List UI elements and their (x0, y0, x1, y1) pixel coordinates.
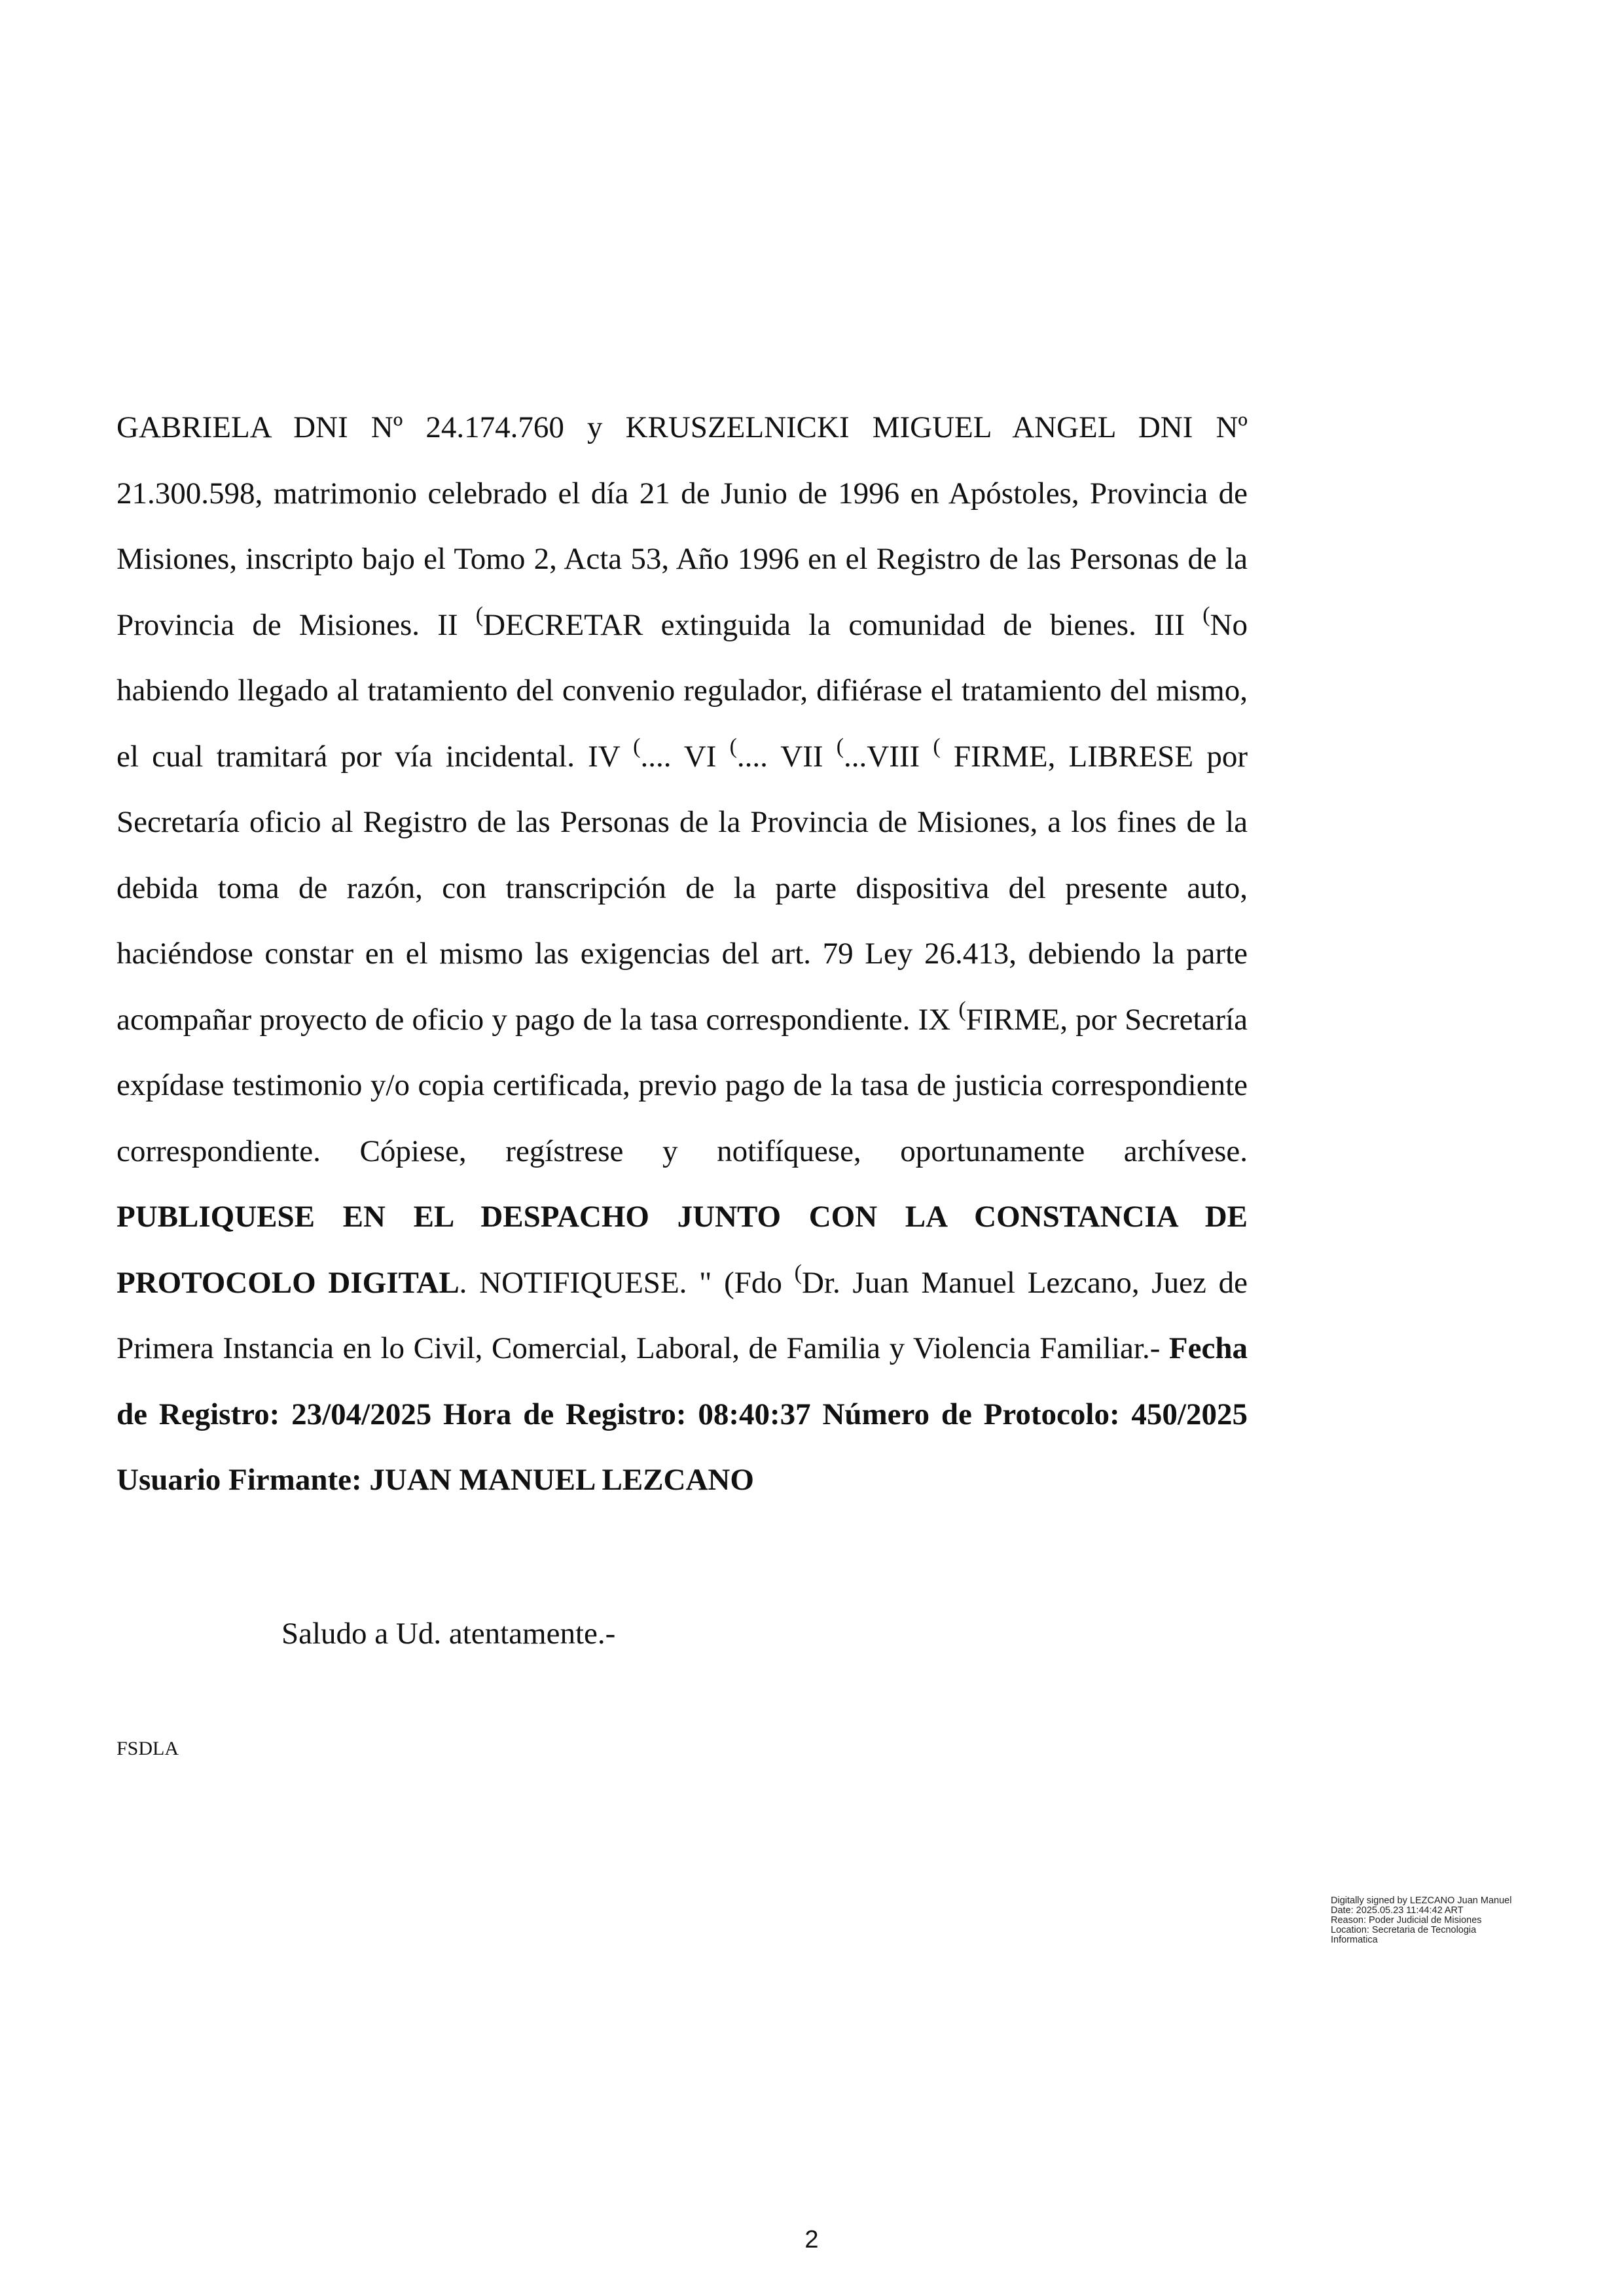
author-initials: FSDLA (117, 1738, 179, 1759)
signature-line: Location: Secretaria de Tecnologia (1331, 1925, 1477, 1935)
paren-mark: ( (475, 602, 484, 627)
signature-line: Date: 2025.05.23 11:44:42 ART (1331, 1905, 1464, 1916)
text-segment: FIRME, por Secretaría expídase testimonio y/o copia certificada, previo pago de la tasa de justicia correspondiente correspondiente. Cópiese, regístrese y notifíquese, oportunamente archívese. (117, 1002, 1248, 1168)
text-segment: Dr. Juan Manuel Lezcano, Juez de Primera Instancia en lo Civil, Comercial, Laboral, de Familia y Violencia Familiar.- (117, 1265, 1248, 1365)
signature-line: Reason: Poder Judicial de Misiones (1331, 1915, 1482, 1926)
text-segment: .... VI (640, 739, 730, 774)
signature-line: Digitally signed by LEZCANO Juan Manuel (1331, 1895, 1512, 1906)
paren-mark: ( (729, 734, 737, 759)
text-segment: No habiendo llegado al tratamiento del convenio regulador, difiérase el tratamiento del mismo, el cual tramitará por vía incidental. IV (117, 607, 1248, 774)
text-segment: GABRIELA DNI Nº 24.174.760 y KRUSZELNICKI MIGUEL ANGEL DNI Nº 21.300.598, matrimonio celebrado el día 21 de Junio de 1996 en Apóstoles, Provincia de Misiones, inscripto bajo el Tomo 2, Acta 53, Año 1996 en el Registro de las Personas de la Provincia de Misiones. II (117, 410, 1248, 642)
paren-mark: ( (958, 997, 966, 1022)
text-segment: ...VIII (844, 739, 933, 774)
publication-notice-bold: PUBLIQUESE EN EL DESPACHO JUNTO CON LA CONSTANCIA DE PROTOCOLO DIGITAL (117, 1200, 1248, 1300)
text-segment: DECRETAR extinguida la comunidad de bienes. III (483, 607, 1203, 642)
text-segment: . NOTIFIQUESE. " (Fdo (459, 1265, 795, 1300)
text-segment: .... VII (736, 739, 837, 774)
paren-mark: ( (933, 734, 941, 759)
paren-mark: ( (1202, 602, 1210, 627)
closing-salutation: Saludo a Ud. atentamente.- (281, 1617, 616, 1651)
digital-signature-block (1331, 1896, 1547, 1945)
paren-mark: ( (794, 1260, 802, 1285)
resolution-body-paragraph (117, 395, 1248, 1513)
paren-mark: ( (836, 734, 844, 759)
text-segment: FIRME, LIBRESE por Secretaría oficio al Registro de las Personas de la Provincia de Misiones, a los fines de la debida toma de razón, con transcripción de la parte dispositiva del presente auto, haciéndose constar en el mismo las exigencias del art. 79 Ley 26.413, debiendo la parte acompañar proyecto de oficio y pago de la tasa correspondiente. IX (117, 739, 1248, 1037)
signature-line: Informatica (1331, 1935, 1378, 1945)
paren-mark: ( (633, 734, 641, 759)
page-number: 2 (804, 2226, 819, 2253)
registration-info-bold: Fecha de Registro: 23/04/2025 Hora de Registro: 08:40:37 Número de Protocolo: 450/2025 Usuario Firmante: JUAN MANUEL LEZCANO (117, 1331, 1248, 1497)
